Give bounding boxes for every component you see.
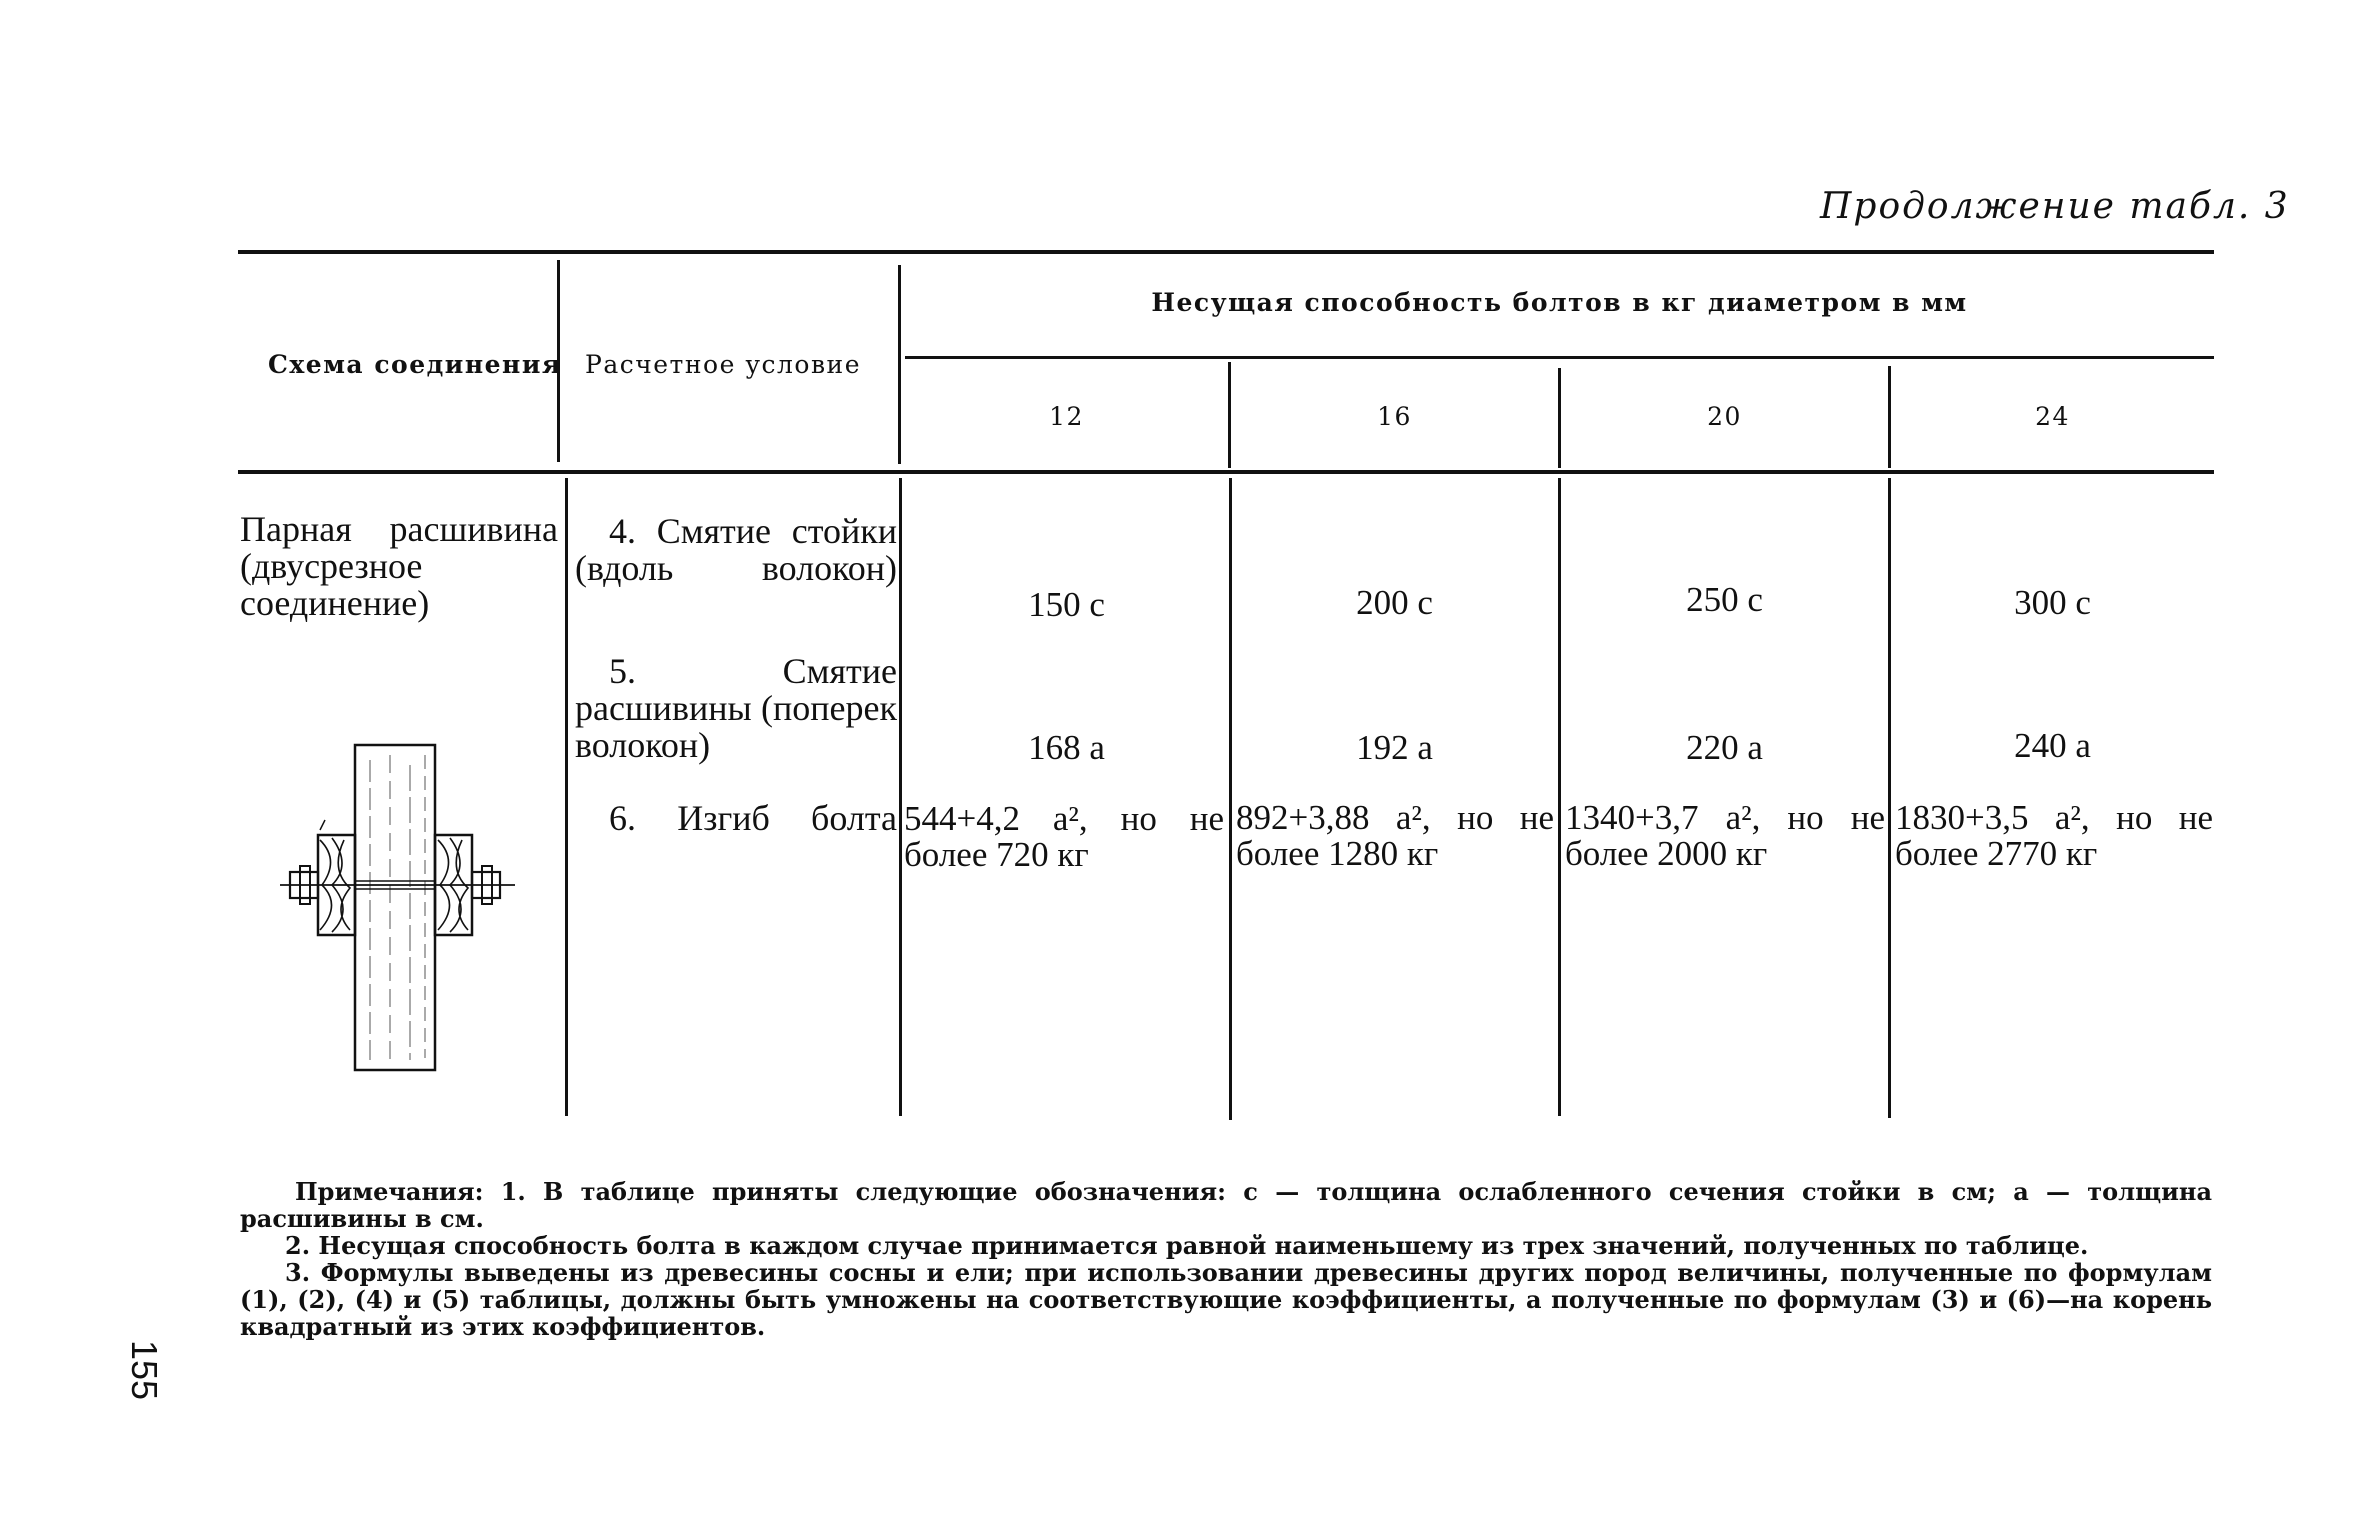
column-header-scheme: Схема соединения bbox=[268, 350, 562, 379]
table-top-rule bbox=[238, 250, 2214, 254]
column-header-condition: Расчетное условие bbox=[585, 350, 862, 379]
value-cell: 240 а bbox=[2014, 726, 2091, 765]
value-cell: 1830+3,5 а², но не более 2770 кг bbox=[1895, 798, 2213, 873]
header-bottom-rule bbox=[238, 470, 2214, 474]
scheme-label: Парная расшивина (двусрезное соединение) bbox=[240, 509, 558, 623]
value-cell: 892+3,88 а², но не более 1280 кг bbox=[1236, 798, 1554, 873]
note-1: Примечания: 1. В таблице приняты следующие обозначения: с — толщина ослабленного сечения стойки в см; а — толщина расшивины в см. bbox=[240, 1177, 2212, 1233]
condition-cell: 5. Смятие расшивины (поперек волокон) bbox=[575, 651, 897, 765]
page-number: 155 bbox=[124, 1340, 165, 1401]
diameter-header: 16 bbox=[1377, 402, 1412, 431]
value-cell: 220 а bbox=[1686, 728, 1763, 767]
column-divider bbox=[899, 478, 902, 1116]
note-2: 2. Несущая способность болта в каждом случае принимается равной наименьшему из трех значений, полученных по таблице. bbox=[285, 1231, 2089, 1260]
value-cell: 250 с bbox=[1686, 580, 1763, 619]
header-divider bbox=[898, 265, 901, 464]
joint-diagram bbox=[270, 740, 520, 1080]
column-header-capacity: Несущая способность болтов в кг диаметром в мм bbox=[1151, 288, 1968, 317]
value-cell: 544+4,2 а², но не более 720 кг bbox=[904, 799, 1224, 874]
condition-cell: 6. Изгиб болта bbox=[609, 798, 897, 838]
diameter-header: 20 bbox=[1707, 402, 1742, 431]
header-sub-rule bbox=[905, 356, 2214, 359]
value-cell: 168 а bbox=[1028, 728, 1105, 767]
column-divider bbox=[565, 478, 568, 1116]
diameter-header: 24 bbox=[2035, 402, 2070, 431]
column-divider bbox=[1229, 478, 1232, 1120]
value-cell: 300 с bbox=[2014, 583, 2091, 622]
column-divider bbox=[1558, 478, 1561, 1116]
value-cell: 200 с bbox=[1356, 583, 1433, 622]
diameter-header: 12 bbox=[1049, 402, 1084, 431]
table-caption: Продолжение табл. 3 bbox=[1820, 186, 2290, 227]
column-divider bbox=[1888, 478, 1891, 1118]
table-notes bbox=[240, 1178, 2212, 1340]
value-cell: 192 а bbox=[1356, 728, 1433, 767]
condition-cell: 4. Смятие стойки (вдоль волокон) bbox=[575, 511, 897, 588]
value-cell: 1340+3,7 а², но не более 2000 кг bbox=[1565, 798, 1885, 873]
value-cell: 150 с bbox=[1028, 585, 1105, 624]
note-3: 3. Формулы выведены из древесины сосны и ели; при использовании древесины других пород величины, полученные по формулам (1), (2), (4) и (5) таблицы, должны быть умножены на соответствующие коэффициенты, а полученные по формулам (3) и (6)—на корень квадратный из этих коэффициентов. bbox=[240, 1258, 2212, 1341]
